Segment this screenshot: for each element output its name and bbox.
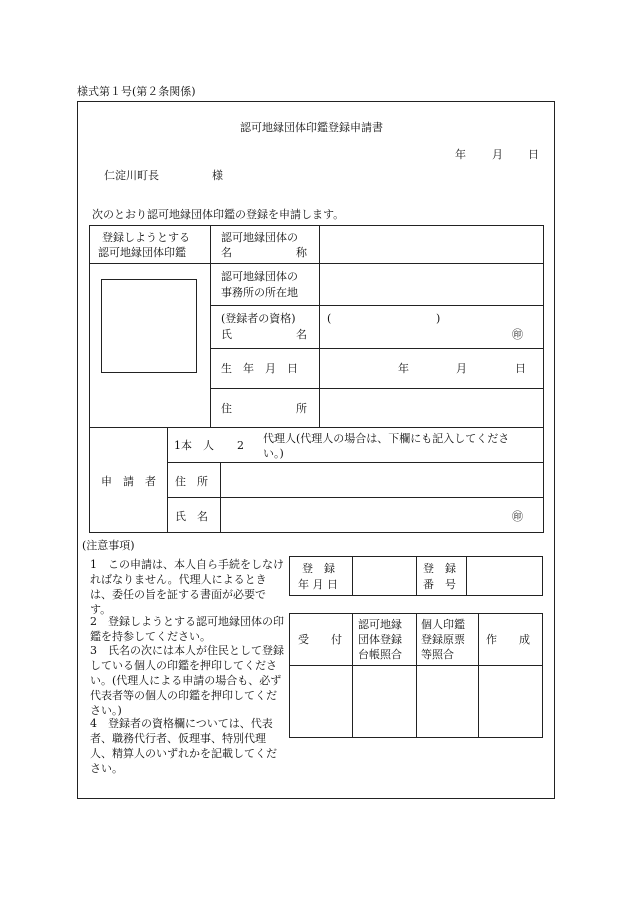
applicant-address-label: 住 所 — [175, 475, 208, 488]
paren-open: ( — [327, 312, 332, 325]
note-item-2: 2 登録しようとする認可地縁団体の印鑑を持参してください。 — [90, 615, 284, 643]
birth-month: 月 — [456, 362, 467, 375]
col-personal-3: 等照合 — [421, 648, 454, 661]
registrant-seal-mark: ㊞ — [512, 328, 523, 341]
option-agent-text-2: い。) — [263, 447, 284, 460]
seal-impression-box — [101, 279, 197, 373]
form-title: 認可地縁団体印鑑登録申請書 — [240, 121, 383, 134]
date-month: 月 — [492, 148, 503, 161]
applicant-address-field[interactable] — [221, 463, 543, 497]
reg-date-label-1: 登 録 — [302, 562, 335, 575]
birthdate-label: 生 年 月 日 — [221, 362, 298, 375]
date-year: 年 — [455, 148, 466, 161]
col-receive: 受 付 — [298, 633, 342, 646]
col-ledger-3: 台帳照合 — [358, 648, 402, 661]
col-ledger-2: 団体登録 — [358, 633, 402, 646]
address-label-a: 住 — [221, 402, 232, 415]
intro-text: 次のとおり認可地縁団体印鑑の登録を申請します。 — [92, 208, 345, 221]
honorific: 様 — [212, 169, 223, 182]
reg-no-label-1: 登 録 — [423, 562, 456, 575]
col-personal-2: 登録原票 — [421, 633, 465, 646]
birth-year: 年 — [398, 362, 409, 375]
note-item-3: 3 氏名の次には本人が住民として登録している個人の印鑑を押印してください。(代理人による申請の場合も、必ず代表者等の個人の印鑑を押印してください。) — [90, 644, 284, 717]
group-name-label-1: 認可地縁団体の — [221, 231, 298, 244]
addressee: 仁淀川町長 — [104, 169, 159, 182]
seal-label-2: 認可地縁団体印鑑 — [98, 246, 186, 259]
option-principal[interactable]: 1本 人 — [174, 439, 214, 452]
col-create: 作 成 — [486, 633, 530, 646]
group-name-field[interactable] — [320, 226, 543, 263]
group-name-label-a: 名 — [221, 246, 232, 259]
reg-date-label-2: 年 月 日 — [298, 578, 338, 591]
group-name-label-b: 称 — [296, 246, 307, 259]
applicant-label: 申 請 者 — [101, 475, 156, 488]
office-label-1: 認可地縁団体の — [221, 270, 298, 283]
qualification-label: (登録者の資格) — [221, 312, 296, 325]
address-label-b: 所 — [296, 402, 307, 415]
note-item-1: 1 この申請は、本人自ら手続をしなければなりません。代理人によるときは、委任の旨を証する書面が必要です。 — [90, 558, 284, 616]
applicant-seal-mark: ㊞ — [512, 510, 523, 523]
registrant-name-label-a: 氏 — [221, 328, 232, 341]
notes-heading: (注意事項) — [82, 539, 135, 552]
address-field[interactable] — [320, 389, 543, 427]
registrant-name-label-b: 名 — [296, 328, 307, 341]
note-item-4: 4 登録者の資格欄については、代表者、職務代行者、仮理事、特別代理人、精算人のいずれかを記載してください。 — [90, 717, 277, 775]
paren-close: ) — [436, 312, 441, 325]
seal-label-1: 登録しようとする — [102, 231, 190, 244]
date-day: 日 — [528, 148, 539, 161]
birth-day: 日 — [515, 362, 526, 375]
option-agent-text-1: 代理人(代理人の場合は、下欄にも記入してくださ — [263, 432, 510, 445]
option-agent-number[interactable]: 2 — [237, 439, 244, 452]
applicant-name-label: 氏 名 — [175, 510, 208, 523]
col-ledger-1: 認可地縁 — [358, 618, 402, 631]
applicant-name-field[interactable] — [221, 498, 543, 532]
reg-no-label-2: 番 号 — [423, 578, 456, 591]
office-address-field[interactable] — [320, 264, 543, 305]
office-label-2: 事務所の所在地 — [221, 286, 298, 299]
form-number: 様式第１号(第２条関係) — [77, 85, 196, 98]
col-personal-1: 個人印鑑 — [421, 618, 465, 631]
